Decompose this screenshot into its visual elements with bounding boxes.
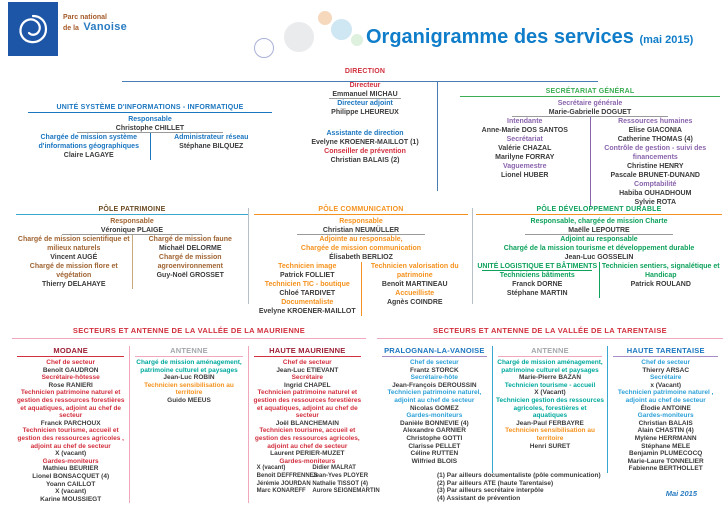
person-name: Franck DORNE (512, 281, 563, 288)
sector-column-body (611, 359, 720, 473)
sub-column (151, 133, 273, 160)
role-label: Technicien sensibilisation au territoire (505, 427, 595, 442)
sector-column (12, 346, 129, 503)
person-name: Franck PARCHOUX (40, 419, 101, 427)
section-rule (12, 338, 366, 339)
sub-column (362, 262, 469, 316)
unit-body (305, 81, 425, 165)
role-label: Technicien sensibilisation au territoire (144, 381, 234, 397)
person-name: Emmanuel MICHAU (305, 90, 425, 99)
role-label: Directeur (349, 82, 381, 89)
footnote-line: (3) Par ailleurs secrétaire interpôle (437, 487, 544, 495)
person-name: Vincent AUGÉ (50, 254, 98, 261)
section-title: SECTEURS ET ANTENNE DE LA VALLÉE DE LA MAURIENNE (72, 326, 306, 335)
role-label: Responsable (110, 218, 154, 225)
connector-line (437, 81, 438, 191)
role-label: Ressources humaines (618, 118, 693, 125)
unit-title: PÔLE COMMUNICATION (254, 206, 468, 215)
person-name: Stéphane BILQUEZ (179, 143, 244, 150)
person-name: Marie-Pierre BAZAN (518, 374, 582, 382)
section-columns (12, 346, 380, 503)
decorative-circle (254, 38, 274, 58)
person-name: Anne-Marie DOS SANTOS (481, 127, 568, 134)
role-label: Conseiller de prévention (324, 148, 406, 155)
unit-body (16, 217, 248, 289)
role-label: Secrétaire (649, 374, 682, 382)
role-label: Directeur adjoint (337, 100, 393, 107)
sector-column (608, 346, 723, 473)
page-title (366, 26, 693, 49)
person-name: Thierry ARSAC (642, 366, 690, 374)
footnote-line: (2) Par ailleurs ATE (haute Tarentaise) (437, 479, 554, 487)
person-name: Céline RUTTEN (410, 450, 459, 458)
role-label: Gardes-moniteurs (637, 412, 694, 420)
person-name: Christophe CHILLET (28, 124, 272, 133)
column-group (476, 262, 722, 298)
person-name: Marc KONAREFF (256, 488, 306, 495)
person-name: Benjamin PLUMECOCQ (629, 450, 703, 458)
person-name: Christian NEUMÜLLER (254, 226, 468, 235)
separator-line (248, 208, 249, 304)
person-name: Lionel HUBER (501, 172, 549, 179)
person-name: Jean-Paul FERBAYRE (516, 419, 584, 427)
unit-systemes-informations-box (28, 104, 272, 160)
role-label: Technicien tourisme - accueil (504, 381, 596, 389)
person-name: Danièle BONNEVIE (4) (400, 419, 469, 427)
person-name: Mylène HERRMANN (634, 434, 697, 442)
date-label: Mai 2015 (665, 489, 697, 498)
role-label: Technicien patrimoine naturel, adjoint au chef de secteur (387, 389, 482, 404)
person-name: Patrick ROULAND (630, 281, 691, 288)
person-name: Wilfried BLOIS (411, 457, 458, 465)
person-name: Jean-Yves PLOYER (312, 472, 369, 479)
logo-vanoise: Vanoise (83, 21, 128, 33)
person-name: Véronique PLAIGE (16, 226, 248, 235)
role-label: Technicien patrimoine naturel , adjoint au chef de secteur (617, 389, 714, 404)
person-name: Christophe GOTTI (406, 434, 463, 442)
sub-column (254, 262, 361, 316)
role-label: Technicien tourisme, accueil et gestion des ressources agricoles , adjoint au chef de secteur (17, 427, 124, 450)
unit-body (28, 115, 272, 160)
sub-column (16, 235, 132, 289)
role-label: Technicien valorisation du patrimoine (370, 263, 459, 279)
person-name: Frantz STORCK (410, 366, 459, 374)
section-rule (377, 338, 723, 339)
sector-column-body (133, 359, 244, 405)
spiral-logo-icon (8, 2, 58, 56)
person-name: Nathalie TISSOT (4) (312, 480, 369, 487)
role-label: Chef de secteur (641, 359, 691, 366)
person-name: Elise GIACONIA (628, 127, 682, 134)
column-group (252, 465, 380, 495)
pole-communication-box (254, 206, 468, 316)
sub-column (307, 465, 380, 495)
role-label: Chargé de mission faune (148, 236, 232, 243)
person-name: Jean-Luc ROBIN (163, 374, 215, 382)
logo-line-2 (63, 22, 127, 33)
footnote-line: (4) Assistant de prévention (437, 494, 521, 502)
unit-body (254, 217, 468, 316)
unit-title: SECRÉTARIAT GÉNÉRAL (460, 88, 720, 97)
column-group (28, 133, 272, 160)
role-label: Chargé de mission scientifique et milieux naturels (17, 236, 130, 252)
person-name: Maëlle LEPOUTRE (476, 226, 722, 235)
person-name: Didier MALRAT (312, 465, 356, 472)
role-label: Gardes-moniteurs (279, 457, 336, 465)
person-name: Benoît MARTINEAU (381, 281, 448, 288)
role-label: Chargé de mission aménagement, patrimoine culturel et paysages (136, 359, 242, 374)
sub-column (28, 133, 150, 160)
footnotes (437, 472, 601, 502)
person-name: Marilyne FORRAY (495, 154, 555, 161)
person-name: Jean-François DEROUSSIN (392, 381, 477, 389)
role-label: Responsable (128, 116, 172, 123)
role-label: Assistante de direction (326, 130, 404, 137)
person-name: Jérémie JOURDAN (256, 480, 311, 487)
person-name: Nicolas GOMEZ (409, 404, 459, 412)
person-name: Christian BALAIS (2) (330, 157, 400, 164)
person-name: Joël BLANCHEMAIN (275, 419, 339, 427)
role-label: Comptabilité (634, 181, 677, 188)
logo-line-1: Parc national (63, 14, 107, 21)
person-name: X (vacant) (256, 465, 286, 472)
role-label: Technicien gestion des ressources agricoles, forestières et aquatiques (496, 396, 604, 420)
sector-column-title: MODANE (17, 346, 124, 357)
person-name: Rose RANIERI (48, 381, 93, 389)
sector-column (493, 346, 608, 473)
role-label: Administrateur réseau (174, 134, 249, 141)
logo-text (63, 14, 127, 33)
person-name: Aurore SEIGNEMARTIN (312, 488, 380, 495)
sub-column (460, 117, 590, 207)
sub-column (600, 262, 723, 298)
role-label: Adjoint au responsable (560, 236, 638, 243)
person-name: Stéphane MELE (641, 442, 691, 450)
role-label: Technicien tourisme, accueil et gestion des ressources agricoles, adjoint au chef de secteur (254, 427, 360, 450)
role-label: Technicien image (278, 263, 337, 270)
role-label: Secrétaire (291, 374, 324, 382)
pole-patrimoine-box (16, 206, 248, 289)
person-name: Claire LAGAYE (63, 152, 114, 159)
person-name: Élodie ANTOINE (640, 404, 691, 412)
person-name: Jean-Luc GOSSELIN (564, 254, 634, 261)
role-label: Responsable (339, 218, 383, 225)
person-name: Philippe LHEUREUX (331, 109, 399, 116)
unit-title: PÔLE PATRIMOINE (16, 206, 248, 215)
role-label: Secrétaire générale (557, 100, 623, 107)
secretariat-general-box (460, 88, 720, 207)
spacer (305, 117, 425, 129)
decorative-circle (331, 19, 352, 40)
person-name: Stéphane MARTIN (506, 290, 568, 297)
role-label: Chef de secteur (46, 359, 96, 366)
role-label: Secrétaire-hôtesse (41, 374, 100, 382)
unit-body (460, 99, 720, 207)
role-label: Chargée de mission communication (300, 245, 422, 252)
person-name: Pascale BRUNET-DUNAND (610, 172, 700, 179)
unit-title: PÔLE DÉVELOPPEMENT DURABLE (476, 206, 722, 215)
role-label: Documentaliste (281, 299, 334, 306)
unit-title: UNITÉ SYSTÈME D'INFORMATIONS - INFORMATIQUE (28, 104, 272, 113)
person-name: Henri SURET (529, 442, 571, 450)
role-label: Chargé de mission flore et végétation (29, 263, 118, 279)
person-name: Christian BALAIS (638, 419, 693, 427)
person-name: Clarisse PELLET (408, 442, 461, 450)
person-name: Michaël DELORME (158, 245, 222, 252)
role-label: Gardes-moniteurs (42, 457, 99, 465)
person-name: Alexandre GARNIER (402, 427, 466, 435)
role-label: Chargé de mission aménagement, patrimoine culturel et paysages (497, 359, 603, 374)
sector-column-title: ANTENNE (498, 346, 603, 357)
role-label: Contrôle de gestion - suivi des financements (604, 145, 707, 161)
person-name: Karine MOUSSIEGT (40, 495, 102, 503)
unit-title: DIRECTION (344, 68, 386, 75)
section-title: SECTEURS ET ANTENNE DE LA VALLÉE DE LA TARENTAISE (433, 326, 667, 335)
sector-column (130, 346, 247, 503)
person-name: Guy-Noël GROSSET (156, 272, 224, 279)
role-label: Secrétariat (506, 136, 543, 143)
logo-dela: de la (63, 25, 79, 32)
role-label: Intendante (507, 118, 543, 125)
sector-column-title: ANTENNE (135, 346, 242, 357)
person-name: Benoît GAUDRON (42, 366, 99, 374)
role-label: Chef de secteur (409, 359, 459, 366)
person-name: Marie-Gabrielle DOGUET (460, 108, 720, 117)
role-label: Technicien patrimoine naturel et gestion des ressources forestières et aquatiques, adjoint au chef de secteur (253, 389, 362, 420)
person-name: Christine HENRY (626, 163, 684, 170)
person-name: Catherine THOMAS (4) (617, 136, 693, 143)
person-name: Fabienne BERTHOLLET (628, 465, 703, 473)
role-label: Adjointe au responsable, (319, 236, 403, 243)
park-logo (8, 2, 58, 56)
sector-column-body (496, 359, 605, 450)
unit-body (476, 217, 722, 298)
role-label: Techniciens bâtiments (499, 272, 575, 279)
sector-column-body (15, 359, 126, 503)
footnote-line: (1) Par ailleurs documentaliste (pôle communication) (437, 472, 601, 479)
person-name: Habiba OUHADHOUM (619, 190, 692, 197)
role-label: UNITÉ LOGISTIQUE ET BÂTIMENTS (477, 263, 598, 270)
role-label: Chargé de la mission tourisme et développement durable (503, 245, 695, 252)
person-name: Evelyne KROENER-MAILLOT (258, 308, 356, 315)
pole-developpement-durable-box (476, 206, 722, 298)
person-name: Benoît DEFFRENNES (256, 472, 318, 479)
role-label: Chargé de mission agroenvironnement (157, 254, 223, 270)
person-name: Lionel BONSACQUET (4) (32, 472, 110, 480)
person-name: Alain CHASTIN (4) (637, 427, 694, 435)
sector-column-title: PRALOGNAN-LA-VANOISE (382, 346, 487, 357)
role-label: Technicien sentiers, signalétique et Handicap (601, 263, 720, 279)
sub-column (133, 235, 249, 289)
role-label: Chargée de mission système d'informations géographiques (38, 134, 139, 150)
sub-column (591, 117, 721, 207)
role-label: Gardes-moniteurs (406, 412, 463, 420)
person-name: Chloé TARDIVET (279, 290, 336, 297)
person-name: x (Vacant) (650, 381, 682, 389)
column-group (460, 117, 720, 207)
person-name: Patrick FOLLIET (280, 272, 335, 279)
role-label: Chef de secteur (282, 359, 332, 366)
sector-column-body (252, 359, 380, 496)
secteurs-tarentaise-section (377, 326, 723, 473)
column-group (16, 235, 248, 289)
page-title-date: (mai 2015) (639, 34, 694, 46)
sector-column-body (380, 359, 489, 465)
person-name: Laurent PERIER-MUZET (270, 450, 345, 458)
role-label: Responsable, chargée de mission Charte (530, 218, 668, 225)
direction-box (305, 68, 425, 165)
sector-column (377, 346, 492, 473)
person-name: Agnès COINDRE (386, 299, 443, 306)
person-name: X (Vacant) (534, 389, 566, 397)
column-group (254, 262, 468, 316)
decorative-circle (351, 34, 363, 46)
sub-column (252, 465, 318, 495)
person-name: Jean-Luc ETIEVANT (276, 366, 339, 374)
separator-line (472, 208, 473, 304)
person-name: Evelyne KROENER-MAILLOT (1) (311, 139, 419, 146)
person-name: X (vacant) (55, 488, 87, 496)
page-title-main: Organigramme des services (366, 26, 634, 48)
section-columns (377, 346, 723, 473)
sector-column (249, 346, 380, 503)
person-name: Thierry DELAHAYE (41, 281, 106, 288)
secteurs-maurienne-section (12, 326, 380, 503)
role-label: Vaguemestre (502, 163, 547, 170)
decorative-circle (318, 11, 332, 25)
person-name: Marie-Laure TONNELIER (627, 457, 704, 465)
person-name: Élisabeth BERLIOZ (329, 254, 393, 261)
person-name: X (vacant) (55, 450, 87, 458)
person-name: Valérie CHAZAL (498, 145, 552, 152)
person-name: Mathieu BEURIER (42, 465, 99, 473)
decorative-circle (284, 22, 314, 52)
sector-column-title: HAUTE MAURIENNE (254, 346, 361, 357)
role-label: Secrétaire-hôte (410, 374, 458, 382)
sub-column (476, 262, 599, 298)
person-name: Yoann CAILLOT (45, 480, 96, 488)
person-name: Sylvie ROTA (634, 199, 676, 206)
person-name: Ingrid CHAPEL (284, 381, 331, 389)
role-label: Technicien TIC - boutique (264, 281, 350, 288)
role-label: Accueilliste (395, 290, 435, 297)
person-name: Guido MEEUS (167, 396, 211, 404)
sector-column-title: HAUTE TARENTAISE (613, 346, 718, 357)
role-label: Technicien patrimoine naturel et gestion des ressources forestières et aquatiques, adjoint au chef de secteur (16, 389, 125, 420)
